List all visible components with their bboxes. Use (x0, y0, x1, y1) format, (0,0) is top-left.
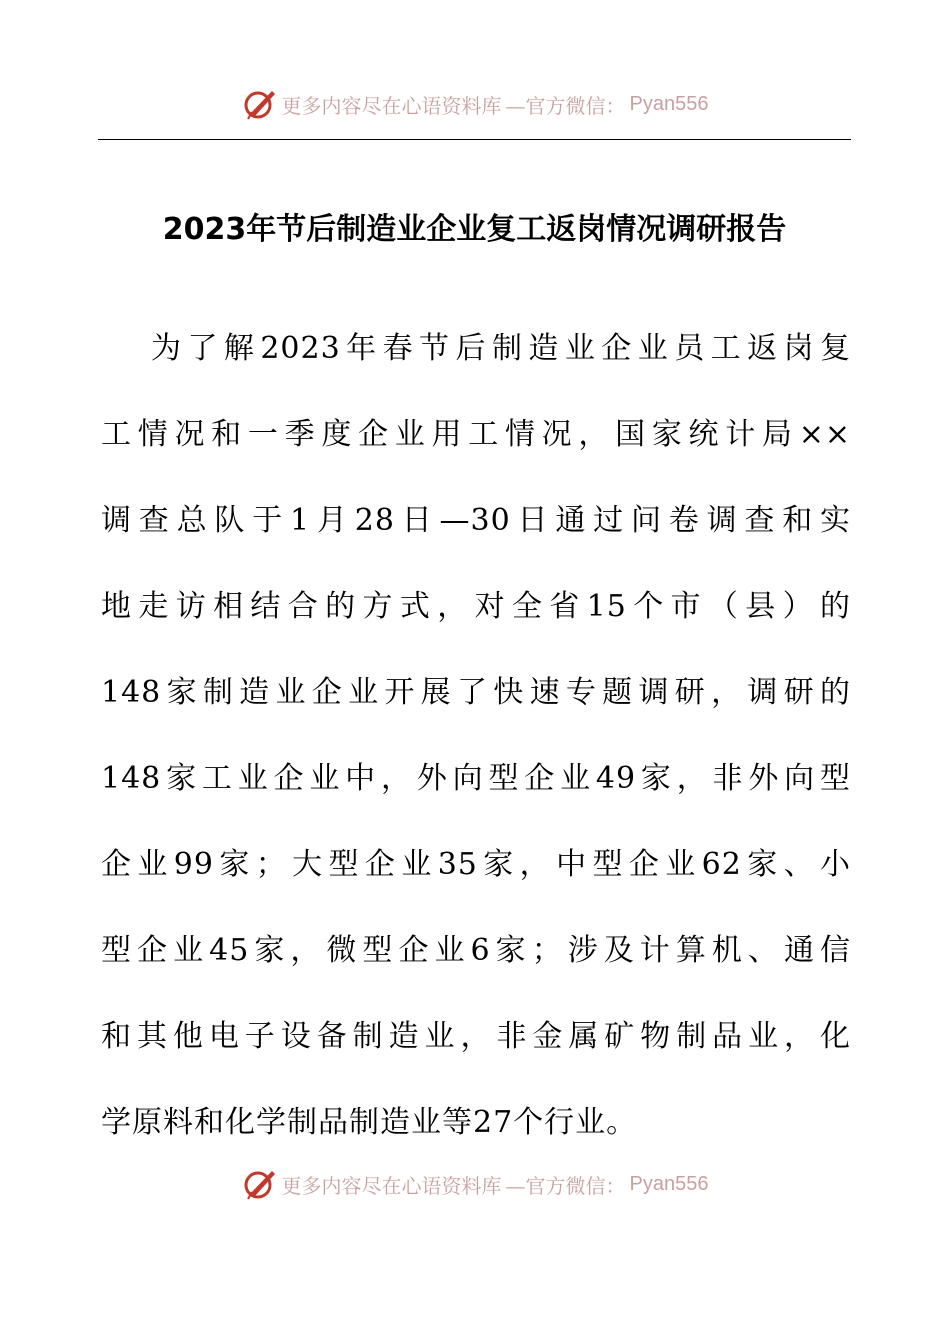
document-title: 2023年节后制造业企业复工返岗情况调研报告 (162, 212, 787, 247)
quill-logo-icon (242, 86, 278, 122)
footer-watermark-banner (0, 1162, 950, 1206)
paragraph-line: 地走访相结合的方式，对全省15个市（县）的 (101, 589, 851, 624)
paragraph-line: 148家制造业企业开展了快速专题调研，调研的 (101, 675, 851, 710)
paragraph-line: 学原料和化学制品制造业等27个行业。 (101, 1105, 638, 1140)
footer-banner-suffix: —官方微信： (505, 1173, 626, 1198)
header-banner-handle: Pyan556 (629, 92, 709, 115)
paragraph-line: 调查总队于1月28日—30日通过问卷调查和实 (101, 503, 851, 538)
header-divider (98, 139, 851, 140)
footer-banner-text: 更多内容尽在心语资料库 (281, 1173, 502, 1198)
paragraph-line: 企业99家；大型企业35家，中型企业62家、小 (101, 847, 851, 882)
header-banner-text: 更多内容尽在心语资料库 (281, 93, 502, 118)
paragraph-line: 为了解2023年春节后制造业企业员工返岗复 (151, 331, 851, 366)
footer-banner-handle: Pyan556 (629, 1172, 709, 1195)
document-body (101, 306, 851, 1166)
paragraph-line: 工情况和一季度企业用工情况，国家统计局×× (101, 417, 851, 452)
paragraph-line: 型企业45家，微型企业6家；涉及计算机、通信 (101, 933, 851, 968)
header-watermark-banner (0, 82, 950, 126)
header-banner-suffix: —官方微信： (505, 93, 626, 118)
paragraph-line: 和其他电子设备制造业，非金属矿物制品业，化 (101, 1019, 851, 1054)
quill-logo-icon (242, 1166, 278, 1202)
paragraph-line: 148家工业企业中，外向型企业49家，非外向型 (101, 761, 851, 796)
